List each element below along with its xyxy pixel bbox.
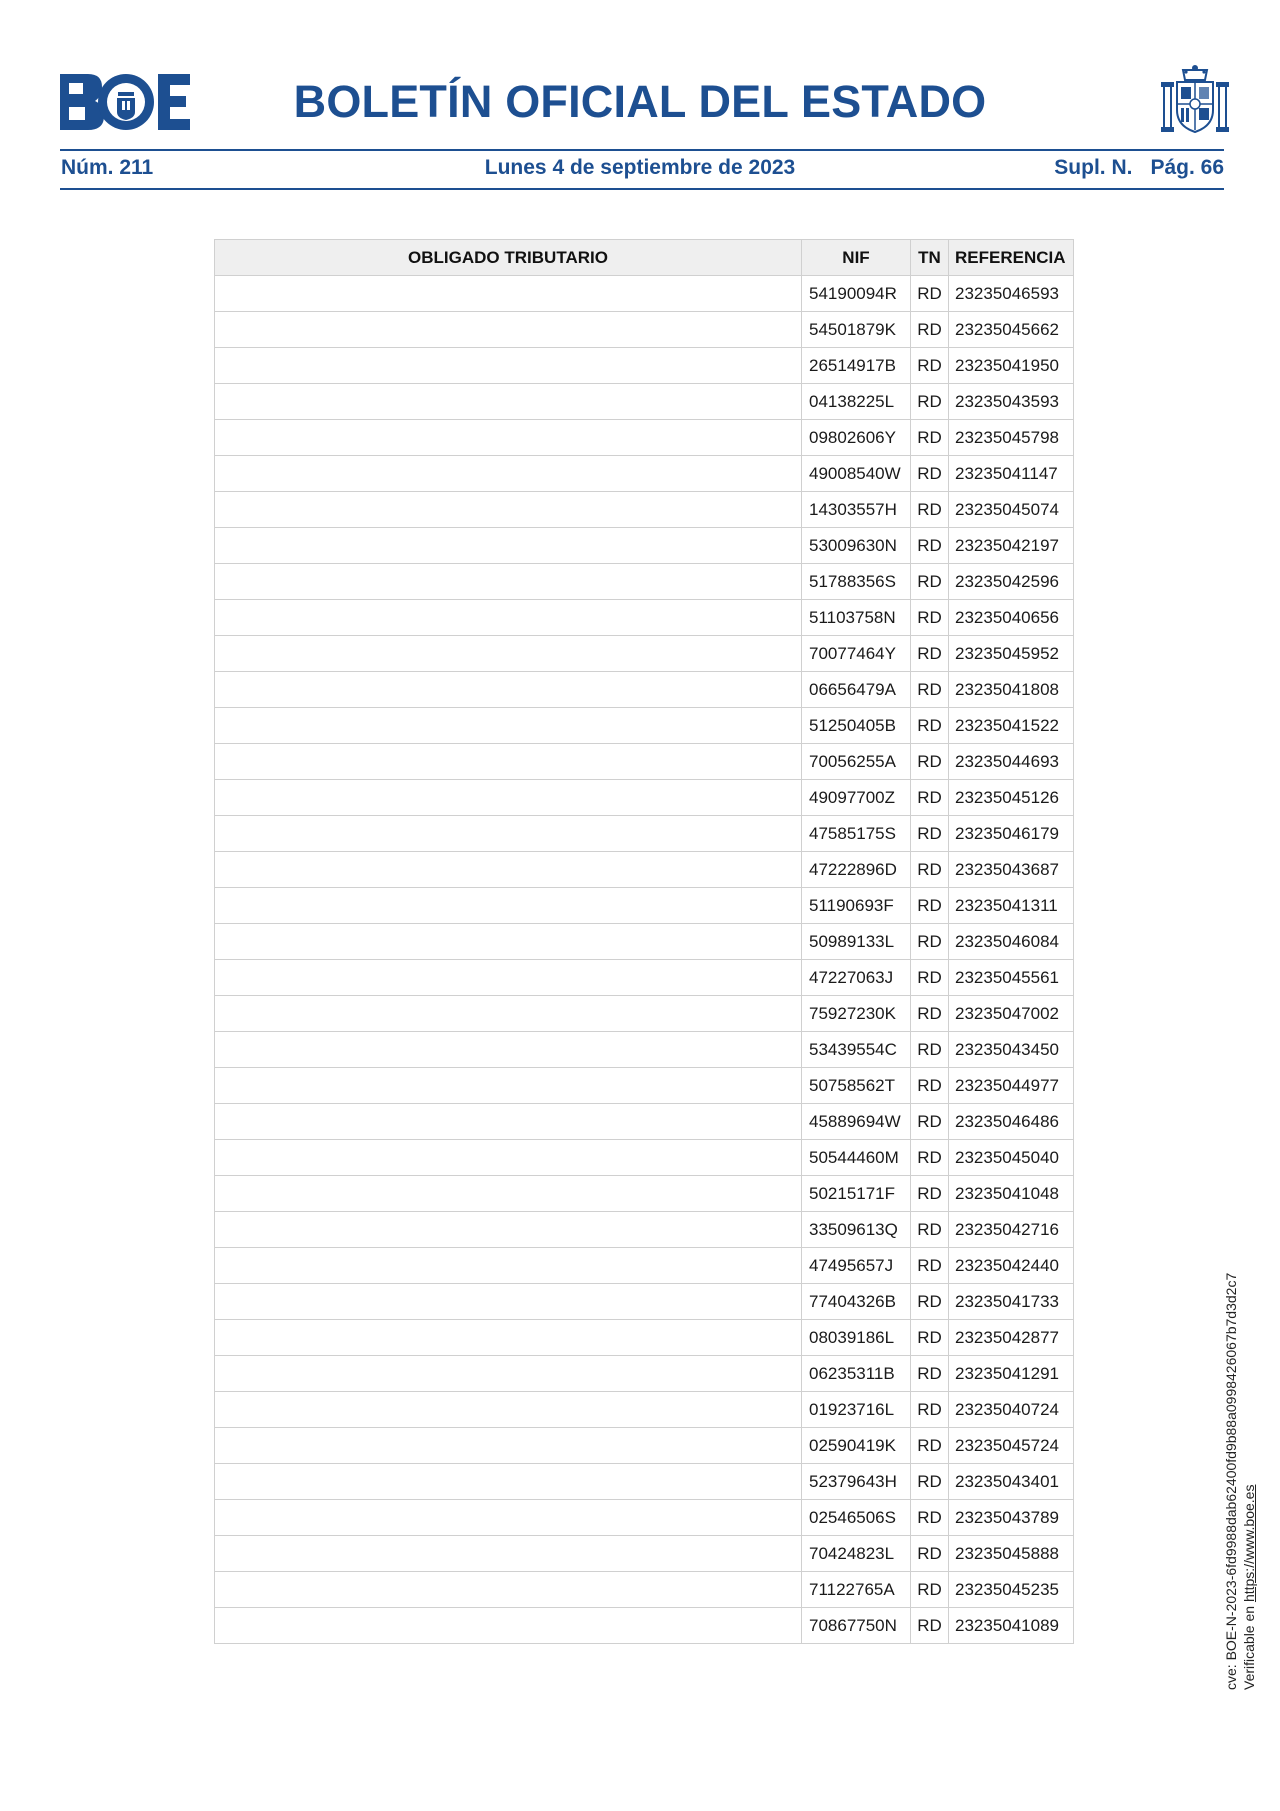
- cell-tn: RD: [911, 348, 949, 384]
- cell-tn: RD: [911, 888, 949, 924]
- cell-tn: RD: [911, 1248, 949, 1284]
- page-title: BOLETÍN OFICIAL DEL ESTADO: [293, 76, 987, 127]
- cell-referencia: 23235040724: [949, 1392, 1074, 1428]
- table-row: [215, 996, 1074, 1032]
- cell-obligado: [215, 708, 802, 744]
- cell-nif: 08039186L: [802, 1320, 911, 1356]
- table-row: [215, 420, 1074, 456]
- cell-obligado: [215, 1140, 802, 1176]
- table-row: [215, 492, 1074, 528]
- table-row: [215, 384, 1074, 420]
- issue-number: Núm. 211: [61, 156, 154, 179]
- table-row: [215, 744, 1074, 780]
- cell-tn: RD: [911, 492, 949, 528]
- cell-referencia: 23235045798: [949, 420, 1074, 456]
- cell-obligado: [215, 852, 802, 888]
- cell-referencia: 23235044693: [949, 744, 1074, 780]
- table-row: [215, 1068, 1074, 1104]
- cell-tn: RD: [911, 384, 949, 420]
- cell-obligado: [215, 1320, 802, 1356]
- table-row: [215, 1104, 1074, 1140]
- cell-referencia: 23235042197: [949, 528, 1074, 564]
- column-header-nif: NIF: [802, 240, 911, 276]
- verification-note: [1222, 1230, 1272, 1690]
- table-row: [215, 1212, 1074, 1248]
- cell-obligado: [215, 312, 802, 348]
- table-row: [215, 1176, 1074, 1212]
- cell-nif: 47585175S: [802, 816, 911, 852]
- table-row: [215, 1464, 1074, 1500]
- cell-obligado: [215, 1500, 802, 1536]
- cell-tn: RD: [911, 420, 949, 456]
- table-row: [215, 312, 1074, 348]
- cell-nif: 04138225L: [802, 384, 911, 420]
- cell-referencia: 23235042877: [949, 1320, 1074, 1356]
- cell-referencia: 23235042716: [949, 1212, 1074, 1248]
- cell-referencia: 23235046179: [949, 816, 1074, 852]
- cell-referencia: 23235040656: [949, 600, 1074, 636]
- cve-code: cve: BOE-N-2023-6fd9988dab62400fd9b88a0998426067b7d3d2c7: [1223, 1272, 1239, 1690]
- cell-tn: RD: [911, 1140, 949, 1176]
- cell-nif: 75927230K: [802, 996, 911, 1032]
- cell-tn: RD: [911, 1104, 949, 1140]
- cell-tn: RD: [911, 1500, 949, 1536]
- cell-referencia: 23235042596: [949, 564, 1074, 600]
- cell-nif: 02590419K: [802, 1428, 911, 1464]
- cell-referencia: 23235047002: [949, 996, 1074, 1032]
- cell-referencia: 23235041089: [949, 1608, 1074, 1644]
- cell-tn: RD: [911, 1068, 949, 1104]
- cell-referencia: 23235045662: [949, 312, 1074, 348]
- cell-obligado: [215, 492, 802, 528]
- cell-tn: RD: [911, 636, 949, 672]
- cell-tn: RD: [911, 564, 949, 600]
- cell-obligado: [215, 744, 802, 780]
- cell-tn: RD: [911, 780, 949, 816]
- table-row: [215, 1536, 1074, 1572]
- cell-referencia: 23235045561: [949, 960, 1074, 996]
- cell-obligado: [215, 636, 802, 672]
- cell-nif: 50758562T: [802, 1068, 911, 1104]
- cell-referencia: 23235045074: [949, 492, 1074, 528]
- cell-nif: 53439554C: [802, 1032, 911, 1068]
- cell-obligado: [215, 924, 802, 960]
- issue-date: Lunes 4 de septiembre de 2023: [484, 156, 796, 179]
- cell-referencia: 23235045126: [949, 780, 1074, 816]
- cell-nif: 47227063J: [802, 960, 911, 996]
- cell-tn: RD: [911, 960, 949, 996]
- cell-nif: 70867750N: [802, 1608, 911, 1644]
- cell-referencia: 23235041522: [949, 708, 1074, 744]
- cell-referencia: 23235041291: [949, 1356, 1074, 1392]
- table-row: [215, 924, 1074, 960]
- cell-tn: RD: [911, 852, 949, 888]
- table-row: [215, 1572, 1074, 1608]
- cell-obligado: [215, 1032, 802, 1068]
- cell-obligado: [215, 384, 802, 420]
- cell-obligado: [215, 348, 802, 384]
- table-row: [215, 1284, 1074, 1320]
- cell-referencia: 23235045724: [949, 1428, 1074, 1464]
- cell-nif: 09802606Y: [802, 420, 911, 456]
- cell-tn: RD: [911, 600, 949, 636]
- column-header-obligado: OBLIGADO TRIBUTARIO: [215, 240, 802, 276]
- cell-tn: RD: [911, 1392, 949, 1428]
- cell-obligado: [215, 1284, 802, 1320]
- cell-obligado: [215, 1356, 802, 1392]
- cell-tn: RD: [911, 924, 949, 960]
- cell-referencia: 23235043789: [949, 1500, 1074, 1536]
- cell-tn: RD: [911, 744, 949, 780]
- cell-nif: 14303557H: [802, 492, 911, 528]
- cell-tn: RD: [911, 528, 949, 564]
- cell-nif: 70077464Y: [802, 636, 911, 672]
- cell-tn: RD: [911, 1212, 949, 1248]
- cell-referencia: 23235045040: [949, 1140, 1074, 1176]
- cell-tn: RD: [911, 816, 949, 852]
- cell-tn: RD: [911, 1536, 949, 1572]
- cell-nif: 33509613Q: [802, 1212, 911, 1248]
- table-row: [215, 888, 1074, 924]
- cell-tn: RD: [911, 1032, 949, 1068]
- table-row: [215, 1032, 1074, 1068]
- cell-nif: 51190693F: [802, 888, 911, 924]
- cell-nif: 49097700Z: [802, 780, 911, 816]
- cell-nif: 45889694W: [802, 1104, 911, 1140]
- cell-nif: 50215171F: [802, 1176, 911, 1212]
- cell-obligado: [215, 780, 802, 816]
- cell-tn: RD: [911, 456, 949, 492]
- cell-referencia: 23235045235: [949, 1572, 1074, 1608]
- table-header-row: [215, 240, 1074, 276]
- cell-referencia: 23235043687: [949, 852, 1074, 888]
- cell-obligado: [215, 1176, 802, 1212]
- cell-referencia: 23235041147: [949, 456, 1074, 492]
- cell-nif: 06656479A: [802, 672, 911, 708]
- page-header: [0, 0, 1280, 200]
- verify-prefix: Verificable en: [1241, 1602, 1257, 1690]
- cell-tn: RD: [911, 1320, 949, 1356]
- table-row: [215, 1356, 1074, 1392]
- cell-obligado: [215, 1212, 802, 1248]
- table-row: [215, 564, 1074, 600]
- cell-obligado: [215, 1572, 802, 1608]
- cell-referencia: 23235041048: [949, 1176, 1074, 1212]
- table-row: [215, 1392, 1074, 1428]
- cell-tn: RD: [911, 1428, 949, 1464]
- cell-nif: 26514917B: [802, 348, 911, 384]
- table-row: [215, 1320, 1074, 1356]
- table-row: [215, 960, 1074, 996]
- cell-tn: RD: [911, 996, 949, 1032]
- table-row: [215, 780, 1074, 816]
- cell-nif: 77404326B: [802, 1284, 911, 1320]
- cell-nif: 70056255A: [802, 744, 911, 780]
- cell-tn: RD: [911, 708, 949, 744]
- column-header-referencia: REFERENCIA: [949, 240, 1074, 276]
- cell-referencia: 23235043593: [949, 384, 1074, 420]
- cell-referencia: 23235041950: [949, 348, 1074, 384]
- verify-line: [1240, 1230, 1258, 1690]
- cell-tn: RD: [911, 1356, 949, 1392]
- cell-nif: 49008540W: [802, 456, 911, 492]
- column-header-tn: TN: [911, 240, 949, 276]
- cell-nif: 51788356S: [802, 564, 911, 600]
- cell-nif: 71122765A: [802, 1572, 911, 1608]
- coat-of-arms-icon: [1160, 64, 1230, 136]
- table-row: [215, 1248, 1074, 1284]
- cell-nif: 51103758N: [802, 600, 911, 636]
- cell-obligado: [215, 672, 802, 708]
- cell-referencia: 23235041311: [949, 888, 1074, 924]
- cell-nif: 50544460M: [802, 1140, 911, 1176]
- cell-obligado: [215, 960, 802, 996]
- table-row: [215, 816, 1074, 852]
- cell-obligado: [215, 1392, 802, 1428]
- cell-referencia: 23235041733: [949, 1284, 1074, 1320]
- cell-obligado: [215, 1428, 802, 1464]
- cell-obligado: [215, 816, 802, 852]
- cell-obligado: [215, 996, 802, 1032]
- cell-nif: 02546506S: [802, 1500, 911, 1536]
- cell-referencia: 23235043401: [949, 1464, 1074, 1500]
- cell-tn: RD: [911, 1464, 949, 1500]
- page-number: Pág. 66: [1150, 156, 1224, 179]
- table-row: [215, 852, 1074, 888]
- table-row: [215, 1428, 1074, 1464]
- cell-nif: 01923716L: [802, 1392, 911, 1428]
- cell-tn: RD: [911, 672, 949, 708]
- cell-obligado: [215, 276, 802, 312]
- cell-nif: 50989133L: [802, 924, 911, 960]
- cell-nif: 54501879K: [802, 312, 911, 348]
- cell-tn: RD: [911, 1284, 949, 1320]
- cell-obligado: [215, 1608, 802, 1644]
- table-row: [215, 456, 1074, 492]
- cell-obligado: [215, 564, 802, 600]
- cell-referencia: 23235045952: [949, 636, 1074, 672]
- cell-referencia: 23235041808: [949, 672, 1074, 708]
- table-row: [215, 348, 1074, 384]
- cell-obligado: [215, 420, 802, 456]
- cell-referencia: 23235043450: [949, 1032, 1074, 1068]
- table-row: [215, 528, 1074, 564]
- cell-obligado: [215, 1248, 802, 1284]
- cell-obligado: [215, 528, 802, 564]
- cell-nif: 47222896D: [802, 852, 911, 888]
- taxpayer-table: [214, 239, 1074, 1644]
- cell-nif: 70424823L: [802, 1536, 911, 1572]
- table-row: [215, 1608, 1074, 1644]
- supplement-label: Supl. N.: [1054, 156, 1133, 179]
- cell-tn: RD: [911, 312, 949, 348]
- cell-tn: RD: [911, 276, 949, 312]
- cell-obligado: [215, 456, 802, 492]
- table-row: [215, 672, 1074, 708]
- cell-tn: RD: [911, 1608, 949, 1644]
- cell-nif: 54190094R: [802, 276, 911, 312]
- cell-referencia: 23235042440: [949, 1248, 1074, 1284]
- table-row: [215, 276, 1074, 312]
- cell-nif: 51250405B: [802, 708, 911, 744]
- table-row: [215, 708, 1074, 744]
- cell-referencia: 23235046593: [949, 276, 1074, 312]
- cell-obligado: [215, 1464, 802, 1500]
- cell-referencia: 23235046486: [949, 1104, 1074, 1140]
- cell-nif: 47495657J: [802, 1248, 911, 1284]
- page-reference: [1054, 156, 1224, 180]
- cell-nif: 06235311B: [802, 1356, 911, 1392]
- verify-link[interactable]: https://www.boe.es: [1241, 1484, 1257, 1603]
- header-rule-top: [60, 149, 1224, 151]
- cell-obligado: [215, 1536, 802, 1572]
- cell-referencia: 23235045888: [949, 1536, 1074, 1572]
- cell-obligado: [215, 888, 802, 924]
- cell-nif: 52379643H: [802, 1464, 911, 1500]
- cell-tn: RD: [911, 1176, 949, 1212]
- cell-nif: 53009630N: [802, 528, 911, 564]
- cell-tn: RD: [911, 1572, 949, 1608]
- table-row: [215, 600, 1074, 636]
- cell-referencia: 23235046084: [949, 924, 1074, 960]
- cell-referencia: 23235044977: [949, 1068, 1074, 1104]
- cell-obligado: [215, 1104, 802, 1140]
- table-row: [215, 1500, 1074, 1536]
- table-row: [215, 636, 1074, 672]
- cell-obligado: [215, 1068, 802, 1104]
- cell-obligado: [215, 600, 802, 636]
- table-row: [215, 1140, 1074, 1176]
- header-rule-bottom: [60, 188, 1224, 190]
